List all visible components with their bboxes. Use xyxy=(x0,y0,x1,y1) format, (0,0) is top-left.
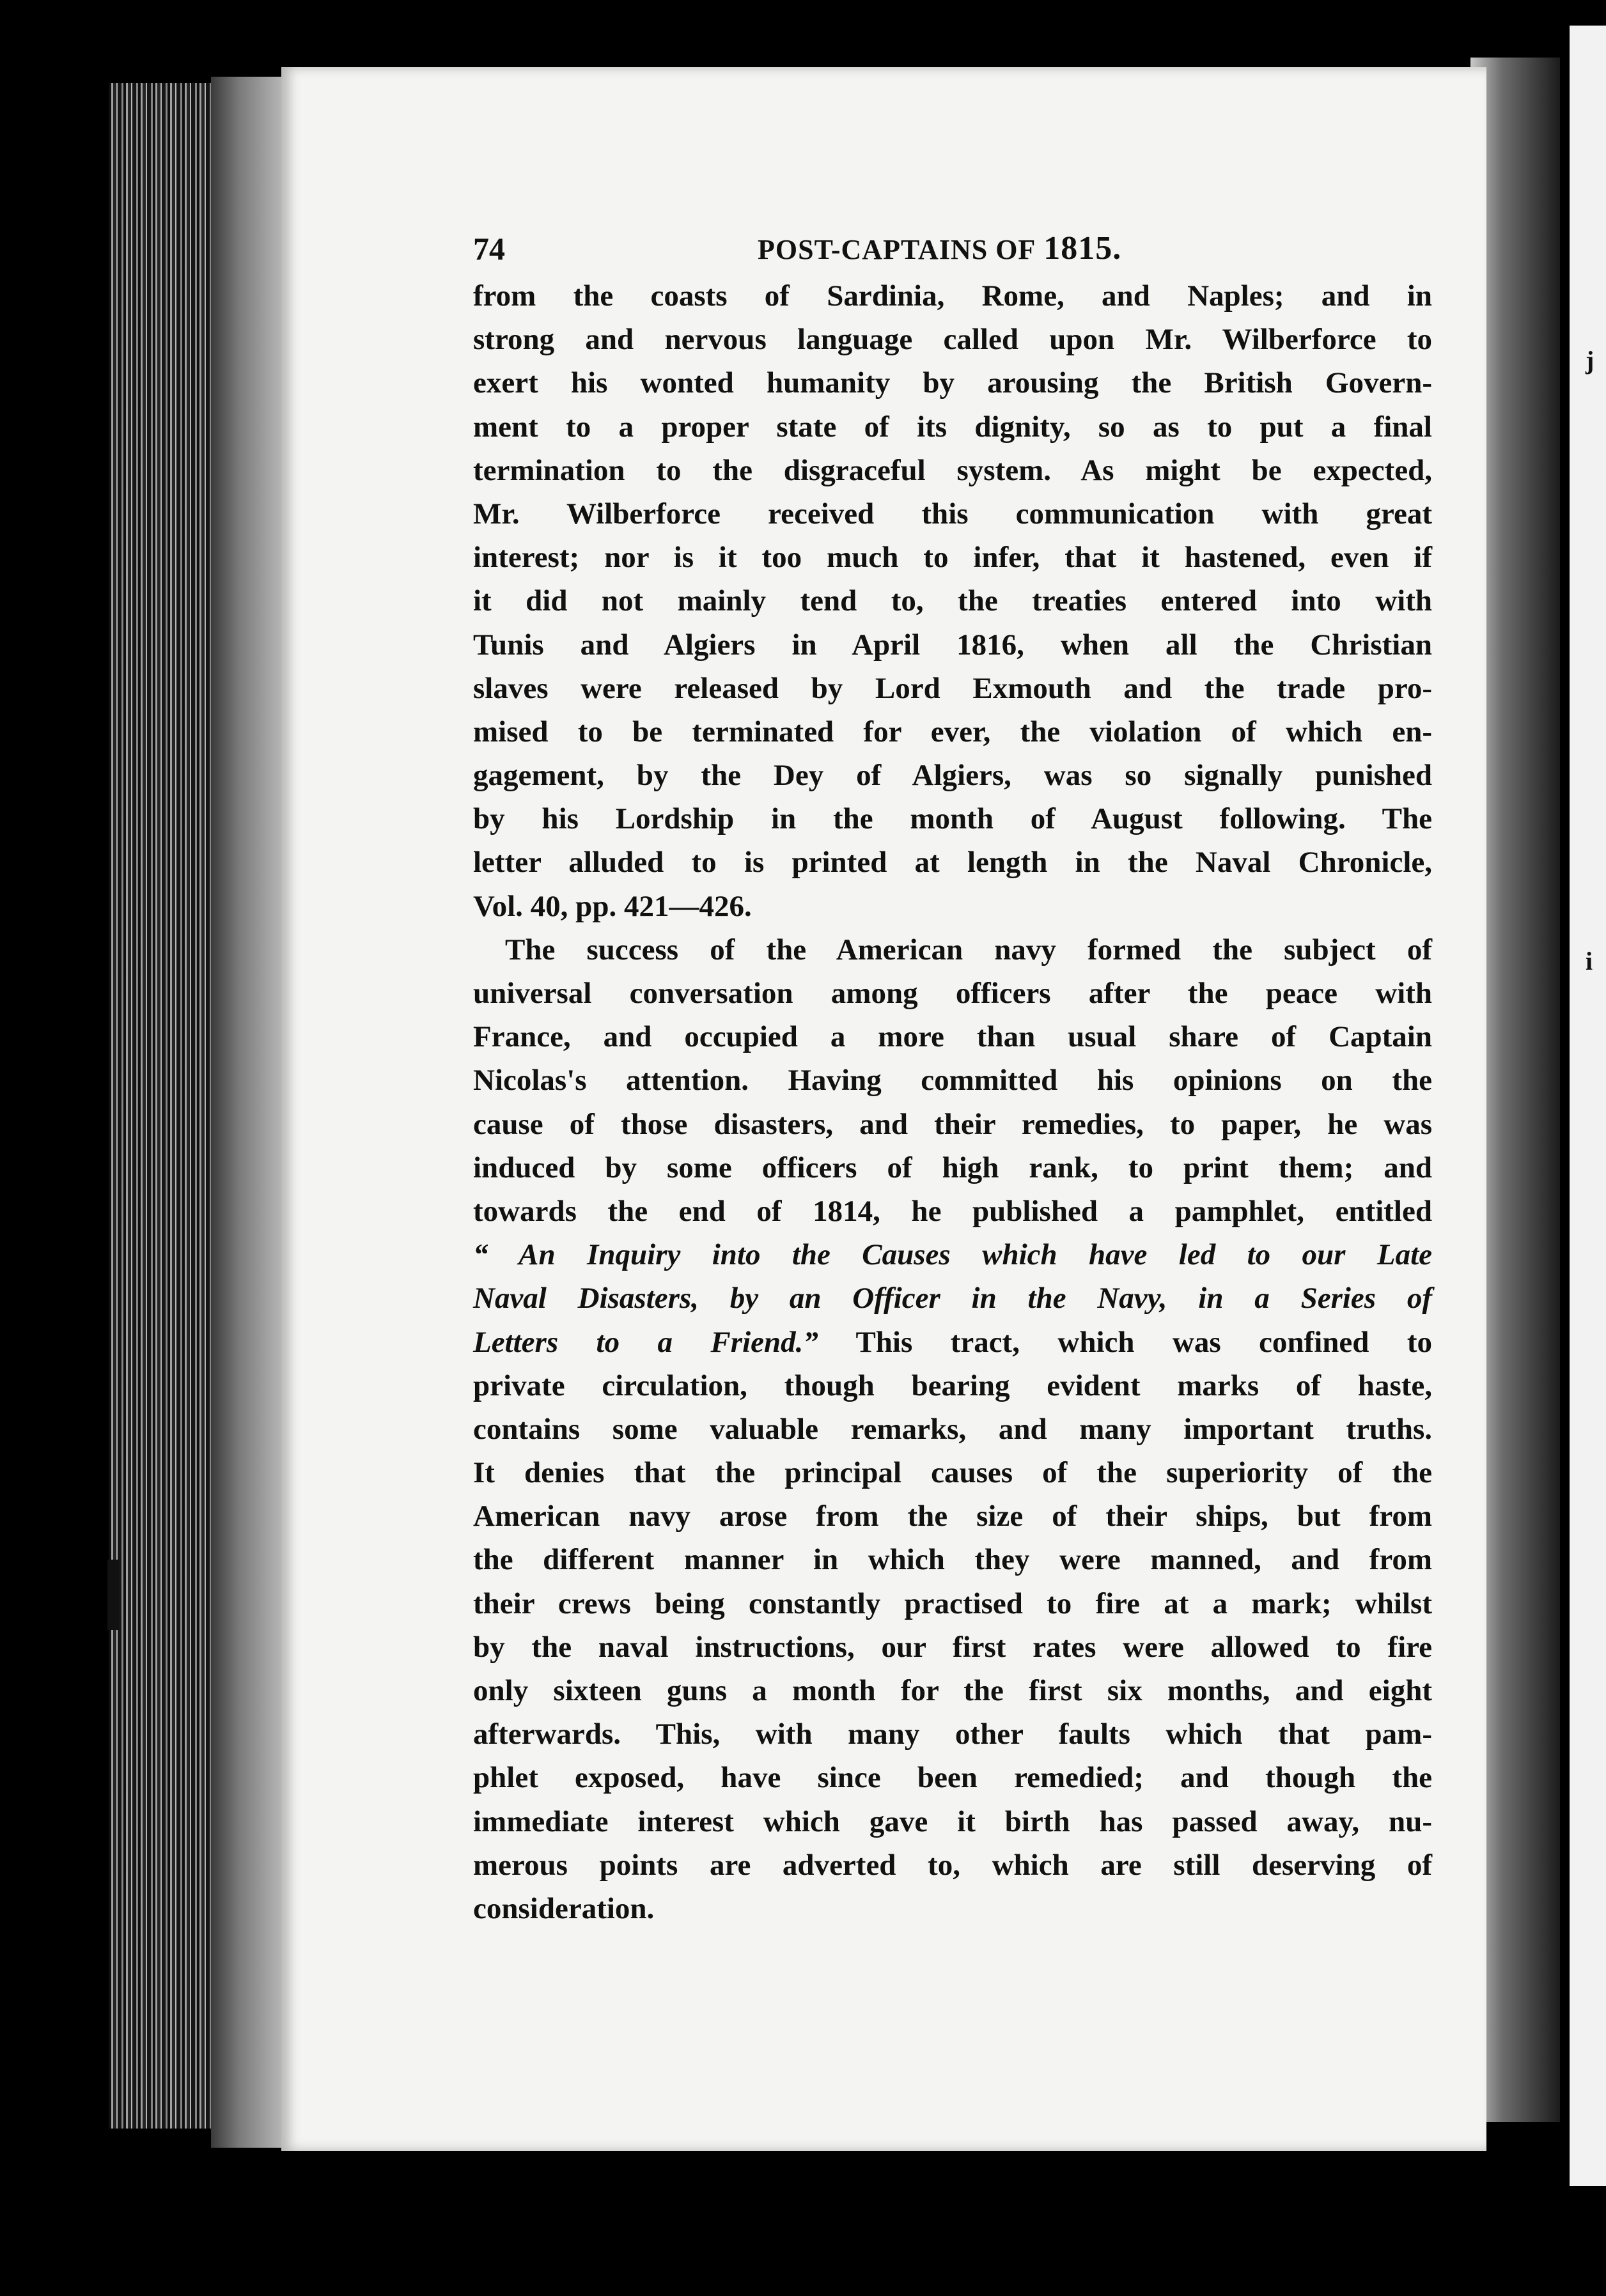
page-number: 74 xyxy=(473,231,505,267)
text-line: immediate interest which gave it birth has passed away, nu- xyxy=(473,1804,1432,1838)
text-line: interest; nor is it too much to infer, that it hastened, even if xyxy=(473,541,1432,575)
text-line: it did not mainly tend to, the treaties entered into with xyxy=(473,584,1432,618)
running-head xyxy=(758,227,1121,272)
text-line: mised to be terminated for ever, the violation of which en- xyxy=(473,715,1432,749)
text-line: Nicolas's attention. Having committed his opinions on the xyxy=(473,1064,1432,1098)
text-line: only sixteen guns a month for the first six months, and eight xyxy=(473,1674,1432,1707)
text-line-mixed xyxy=(473,1321,1432,1364)
text-line: the different manner in which they were manned, and from xyxy=(473,1543,1432,1577)
text-line: The success of the American navy formed the subject of xyxy=(505,933,1432,966)
facing-page-fragment: j xyxy=(1586,346,1594,375)
page-header xyxy=(473,227,1432,270)
text-line: afterwards. This, with many other faults which that pam- xyxy=(473,1718,1432,1751)
paragraph-2 xyxy=(473,928,1432,1930)
text-line: Mr. Wilberforce received this communication with great xyxy=(473,497,1432,531)
running-head-year: 1815. xyxy=(1043,230,1122,267)
text-line: induced by some officers of high rank, to print them; and xyxy=(473,1151,1432,1184)
text-line: It denies that the principal causes of the superiority of the xyxy=(473,1456,1432,1490)
title-line-italic: Naval Disasters, by an Officer in the Navy, in a Series of xyxy=(473,1282,1432,1315)
facing-page-fragment: i xyxy=(1586,947,1593,975)
text-segment: This tract, which was confined to xyxy=(818,1325,1432,1359)
text-line: cause of those disasters, and their remedies, to paper, he was xyxy=(473,1107,1432,1141)
text-line: letter alluded to is printed at length in the Naval Chronicle, xyxy=(473,846,1432,880)
page-text xyxy=(473,227,1432,1930)
text-line: ment to a proper state of its dignity, so as to put a final xyxy=(473,410,1432,444)
scan-speck xyxy=(107,1560,119,1630)
text-line: phlet exposed, have since been remedied; and though the xyxy=(473,1761,1432,1795)
paragraph-1 xyxy=(473,274,1432,928)
text-line: universal conversation among officers after the peace with xyxy=(473,977,1432,1010)
book-page xyxy=(281,67,1486,2151)
text-line: slaves were released by Lord Exmouth and the trade pro- xyxy=(473,671,1432,705)
text-line: strong and nervous language called upon Mr. Wilberforce to xyxy=(473,323,1432,357)
text-line: towards the end of 1814, he published a pamphlet, entitled xyxy=(473,1194,1432,1228)
title-line-italic: “ An Inquiry into the Causes which have led to our Late xyxy=(473,1238,1432,1272)
left-gutter-shadow xyxy=(211,77,281,2148)
text-line: private circulation, though bearing evident marks of haste, xyxy=(473,1369,1432,1402)
text-line: from the coasts of Sardinia, Rome, and Naples; and in xyxy=(473,279,1432,313)
text-line: exert his wonted humanity by arousing the British Govern- xyxy=(473,366,1432,400)
text-line: by the naval instructions, our first rates were allowed to fire xyxy=(473,1630,1432,1664)
text-line: Vol. 40, pp. 421—426. xyxy=(473,889,752,923)
title-line-italic-end: Letters to a Friend.” xyxy=(473,1325,818,1359)
text-line: France, and occupied a more than usual share of Captain xyxy=(473,1020,1432,1054)
scan-speck xyxy=(1368,38,1371,47)
text-line: by his Lordship in the month of August following. The xyxy=(473,802,1432,836)
text-line: their crews being constantly practised to fire at a mark; whilst xyxy=(473,1586,1432,1620)
text-line: Tunis and Algiers in April 1816, when all the Christian xyxy=(473,628,1432,662)
text-line: American navy arose from the size of their ships, but from xyxy=(473,1500,1432,1533)
running-head-title: POST-CAPTAINS OF xyxy=(758,234,1036,265)
text-line: gagement, by the Dey of Algiers, was so signally punished xyxy=(473,759,1432,793)
text-line: consideration. xyxy=(473,1891,655,1925)
text-line: contains some valuable remarks, and many important truths. xyxy=(473,1412,1432,1446)
text-line: termination to the disgraceful system. As might be expected, xyxy=(473,453,1432,487)
text-line: merous points are adverted to, which are still deserving of xyxy=(473,1848,1432,1882)
